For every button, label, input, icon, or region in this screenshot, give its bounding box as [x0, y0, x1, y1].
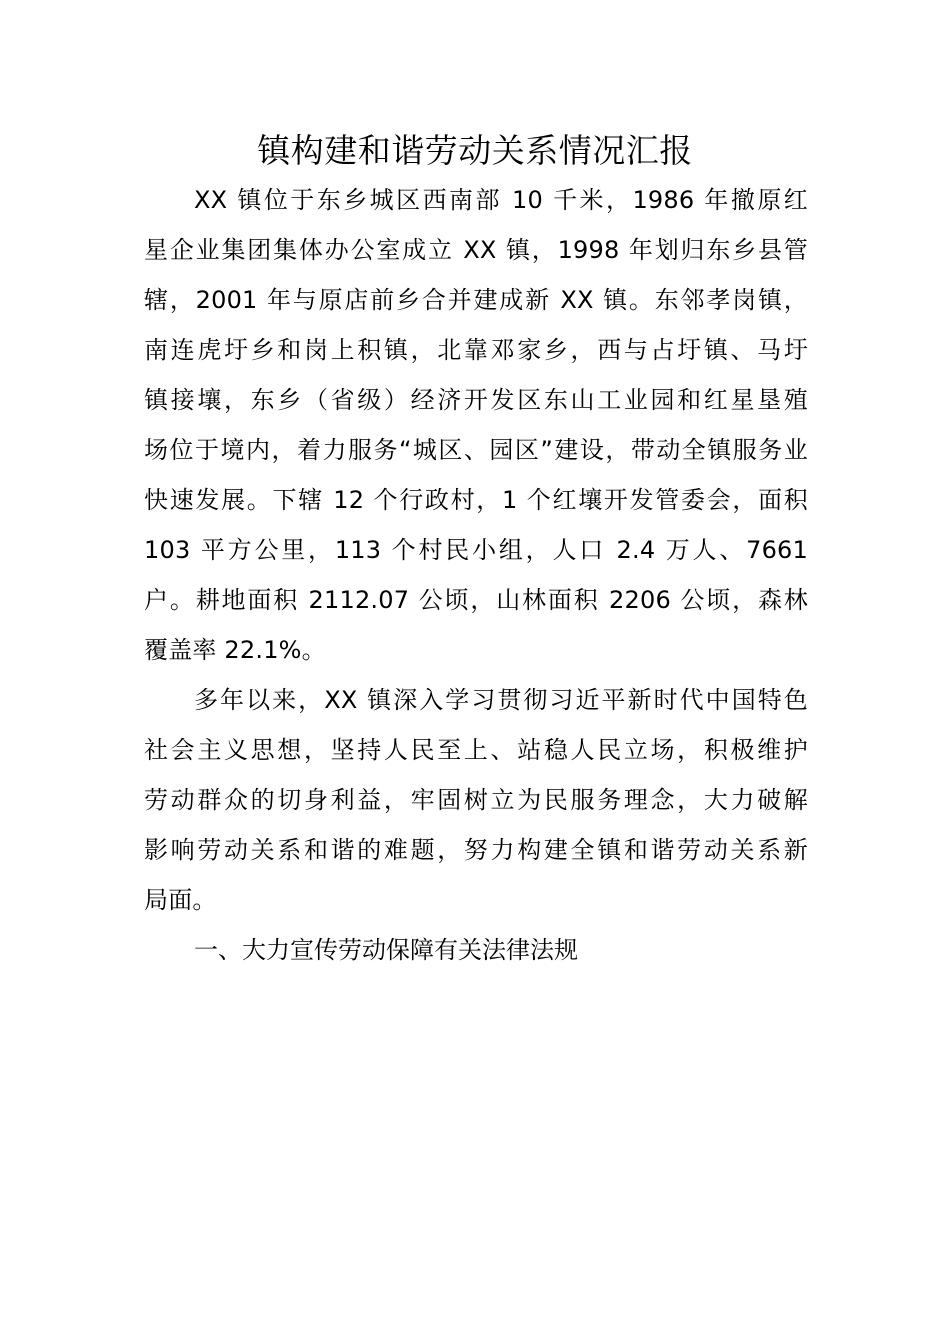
document-title: 镇构建和谐劳动关系情况汇报 [257, 131, 693, 170]
paragraph-line: 劳动群众的切身利益，牢固树立为民服务理念，大力破解 [144, 786, 808, 814]
paragraph-line: 辖，2001 年与原店前乡合并建成新 XX 镇。东邻孝岗镇， [144, 286, 808, 314]
paragraph-intro [144, 175, 808, 675]
paragraph-summary [144, 675, 808, 925]
paragraph-line: XX 镇位于东乡城区西南部 10 千米，1986 年撤原红 [194, 186, 808, 214]
paragraph-line: 影响劳动关系和谐的难题，努力构建全镇和谐劳动关系新 [144, 836, 808, 864]
paragraph-line: 星企业集团集体办公室成立 XX 镇，1998 年划归东乡县管 [144, 236, 808, 264]
document-body [144, 175, 808, 975]
paragraph-line: 南连虎圩乡和岗上积镇，北靠邓家乡，西与占圩镇、马圩 [144, 336, 808, 364]
paragraph-line: 社会主义思想，坚持人民至上、站稳人民立场，积极维护 [144, 736, 808, 764]
paragraph-line: 场位于境内，着力服务“城区、园区”建设，带动全镇服务业 [144, 436, 808, 464]
paragraph-line: 覆盖率 22.1%。 [144, 636, 326, 664]
paragraph-line: 镇接壤，东乡（省级）经济开发区东山工业园和红星垦殖 [144, 386, 808, 414]
paragraph-line: 多年以来，XX 镇深入学习贯彻习近平新时代中国特色 [194, 686, 808, 714]
paragraph-line: 局面。 [144, 886, 217, 914]
paragraph-line: 户。耕地面积 2112.07 公顷，山林面积 2206 公顷，森林 [144, 586, 808, 614]
section-heading: 一、大力宣传劳动保障有关法律法规 [194, 936, 578, 964]
paragraph-line: 快速发展。下辖 12 个行政村，1 个红壤开发管委会，面积 [144, 486, 808, 514]
paragraph-line: 103 平方公里，113 个村民小组，人口 2.4 万人、7661 [144, 536, 808, 564]
